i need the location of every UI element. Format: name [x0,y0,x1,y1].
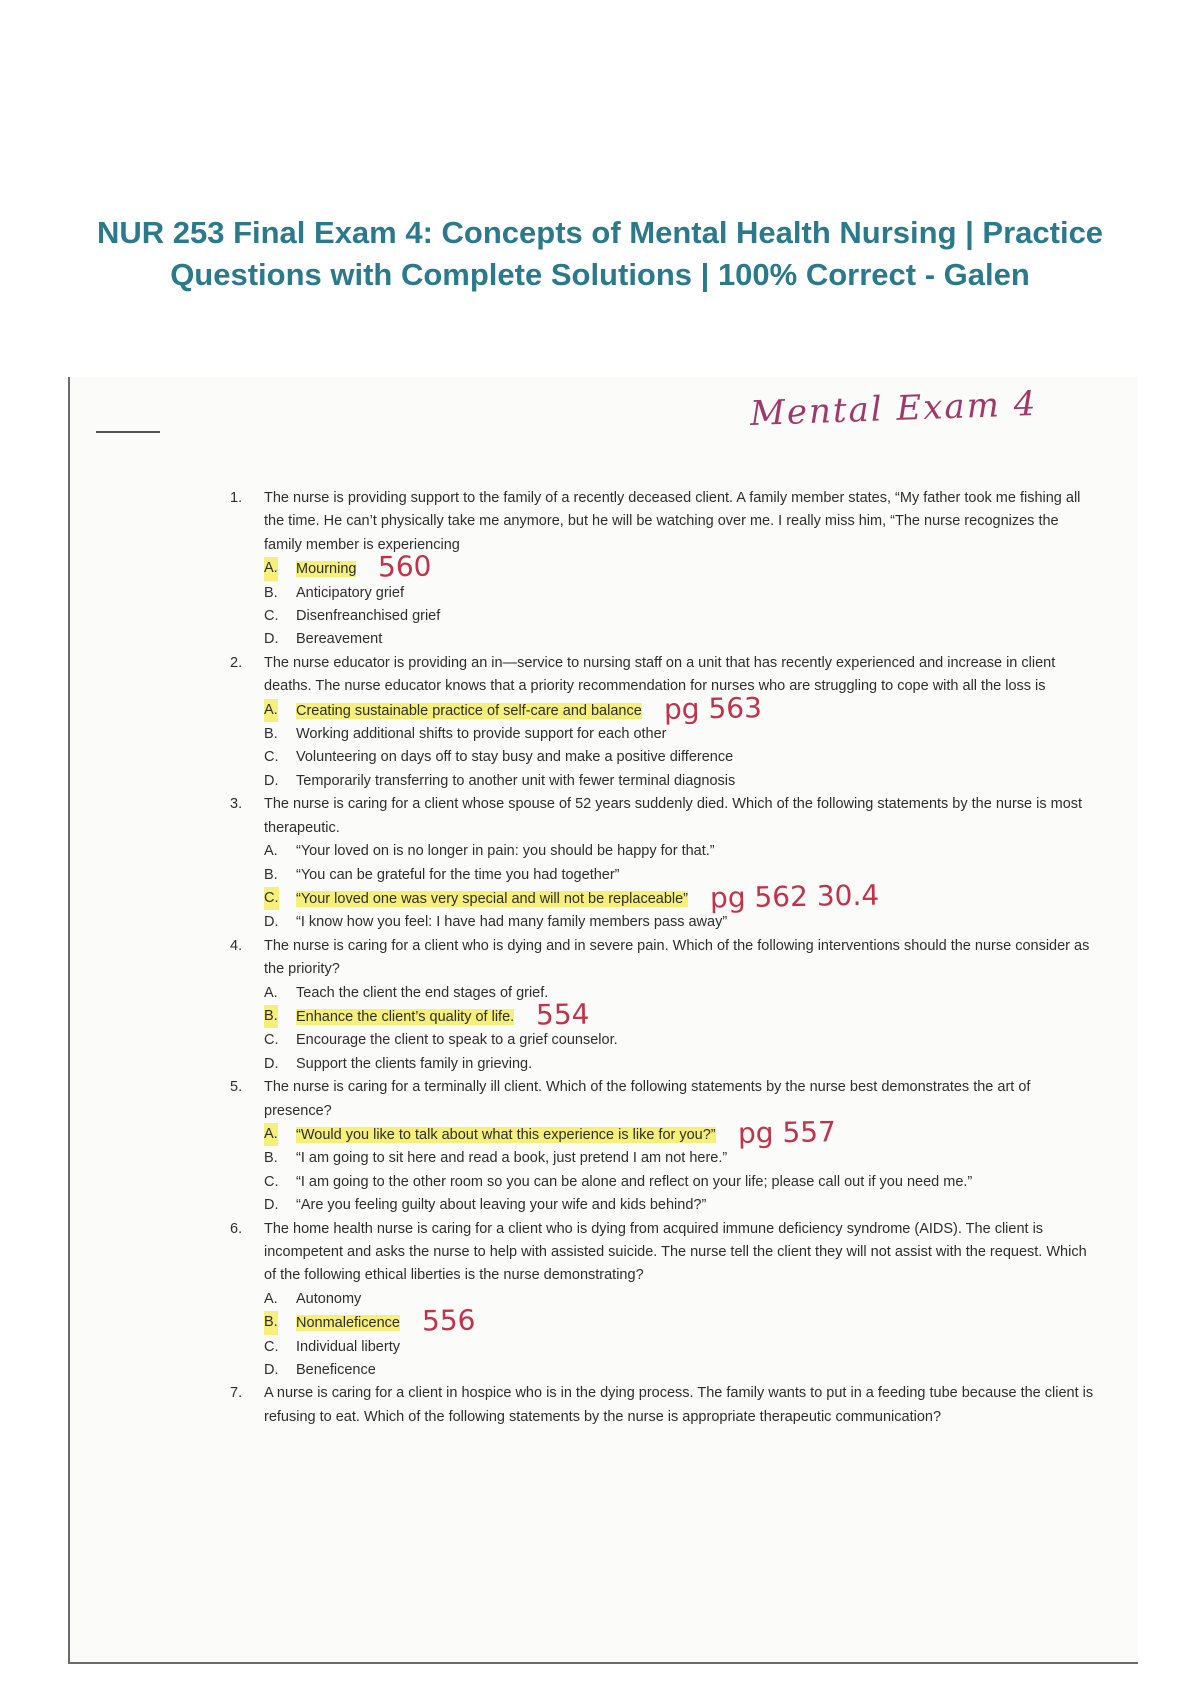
option-b [264,582,1100,605]
option-text: “Are you feeling guilty about leaving your wife and kids behind?” [296,1197,707,1214]
option-text: Volunteering on days off to stay busy and make a positive difference [296,749,734,766]
option-a [264,1288,1100,1311]
question-text: The nurse is providing support to the family of a recently deceased client. A family member states, “My father took me fishing all the time. He can’t physically take me anymore, but he will be watching over me. I really miss him, “The nurse recognizes the family member is experiencing [264,490,1081,553]
handwritten-page-note: 556 [421,1303,476,1338]
option-d [264,911,1100,934]
option-letter: D. [264,1362,279,1379]
handwritten-exam-title: Mental Exam 4 [749,383,1039,435]
option-letter: C. [264,1032,279,1049]
document-title-line-2: Questions with Complete Solutions | 100% Correct - Galen [170,257,1030,292]
option-list [264,549,1100,652]
question-text: The nurse is caring for a client whose spouse of 52 years suddenly died. Which of the following statements by the nurse is most therapeutic. [264,796,1083,836]
option-letter: A. [264,699,278,722]
highlighted-answer [264,889,688,907]
option-d [264,628,1100,651]
option-b [264,864,1100,887]
option-list [264,840,1100,935]
option-text: Encourage the client to speak to a grief counselor. [296,1032,618,1049]
question-6 [230,1218,1100,1383]
option-letter: A. [264,1290,278,1307]
question-1 [230,487,1100,652]
option-d [264,1053,1100,1076]
document-title [60,212,1140,296]
option-c [264,1336,1100,1359]
question-text: The home health nurse is caring for a client who is dying from acquired immune deficiency syndrome (AIDS). The client is incompetent and asks the nurse to help with assisted suicide. The nurse tell the client they will not assist with the request. Which of the following ethical liberties is the nurse demonstrating? [264,1220,1087,1284]
question-7 [230,1382,1100,1429]
option-list [264,1288,1100,1383]
option-text: Bereavement [296,631,383,648]
option-text: Disenfreanchised grief [296,608,441,625]
option-letter: C. [264,887,279,910]
option-text: Temporarily transferring to another unit with fewer terminal diagnosis [296,772,736,789]
option-text: “You can be grateful for the time you had together” [296,866,620,883]
option-letter: A. [264,1123,278,1146]
question-number: 1. [230,490,243,506]
handwritten-page-note: pg 557 [737,1115,836,1150]
option-letter: B. [264,866,278,883]
option-d [264,1194,1100,1217]
option-b [264,997,1100,1032]
question-text: A nurse is caring for a client in hospice who is in the dying process. The family wants to put in a feeding tube because the client is refusing to eat. Which of the following statements by the nurse is appropriate therapeutic communication? [264,1385,1094,1425]
scanned-exam-page [68,377,1138,1664]
question-3 [230,793,1100,934]
question-2 [230,652,1100,793]
option-text: Enhance the client’s quality of life. [296,1008,515,1025]
option-letter: D. [264,1197,279,1214]
handwritten-page-note: pg 563 [663,690,762,726]
question-number: 5. [230,1079,243,1096]
option-letter: D. [264,631,279,648]
question-number: 6. [230,1220,243,1237]
option-text: “I am going to the other room so you can be alone and reflect on your life; please call out if you need me.” [296,1173,973,1190]
option-letter: C. [264,1338,279,1355]
document-title-line-1: NUR 253 Final Exam 4: Concepts of Mental Health Nursing | Practice [96,215,1104,250]
option-letter: A. [264,843,278,860]
option-c [264,605,1100,628]
option-d [264,1359,1100,1382]
option-text: Beneficence [296,1362,376,1379]
option-b [264,723,1100,746]
option-letter: B. [264,1150,278,1167]
option-text: Nonmaleficence [296,1315,400,1332]
question-number: 2. [230,654,243,671]
option-text: Autonomy [296,1290,362,1307]
option-text: Teach the client the end stages of grief. [296,984,549,1001]
option-c [264,746,1100,769]
option-letter: D. [264,772,279,789]
option-c [264,1029,1100,1052]
option-c [264,878,1100,915]
option-text: Support the clients family in grieving. [296,1055,533,1072]
option-text: “I am going to sit here and read a book, just pretend I am not here.” [296,1150,728,1167]
option-text: “Would you like to talk about what this experience is like for you?” [296,1126,716,1143]
option-letter: C. [264,749,279,766]
option-text: “Your loved one was very special and will not be replaceable” [296,890,688,907]
highlighted-answer [264,1314,400,1332]
option-b [264,1303,1100,1338]
option-letter: D. [264,1055,279,1072]
option-letter: B. [264,1311,278,1334]
option-a [264,690,1100,726]
option-c [264,1171,1100,1194]
question-number: 7. [230,1385,243,1402]
option-a [264,1115,1100,1150]
option-text: “Your loved on is no longer in pain: you should be happy for that.” [296,843,715,860]
highlighted-answer [264,1125,716,1143]
option-letter: A. [264,984,278,1001]
handwritten-page-note: 560 [378,549,433,584]
option-a [264,549,1100,584]
handwritten-page-note: 554 [535,997,590,1032]
option-letter: A. [264,557,278,580]
option-text: Working additional shifts to provide support for each other [296,726,667,743]
option-text: Creating sustainable practice of self-care and balance [296,702,642,719]
option-letter: B. [264,726,278,743]
highlighted-answer [264,560,357,578]
option-letter: D. [264,914,279,931]
option-list [264,1115,1100,1218]
question-text: The nurse is caring for a terminally ill client. Which of the following statements by the nurse best demonstrates the art of presence? [264,1079,1031,1119]
option-list [264,982,1100,1077]
option-a [264,982,1100,1005]
option-b [264,1147,1100,1170]
pen-mark [96,431,160,433]
option-text: “I know how you feel: I have had many family members pass away” [296,914,728,931]
question-4 [230,935,1100,1076]
option-list [264,690,1100,794]
option-letter: C. [264,1173,279,1190]
highlighted-answer [264,1007,515,1025]
option-text: Anticipatory grief [296,584,404,601]
highlighted-answer [264,701,642,719]
option-a [264,840,1100,863]
question-number: 4. [230,937,243,954]
option-text: Mourning [296,561,357,578]
question-list [230,487,1100,1429]
option-letter: C. [264,608,279,625]
question-number: 3. [230,796,243,813]
question-5 [230,1076,1100,1217]
question-text: The nurse educator is providing an in—service to nursing staff on a unit that has recently experienced and increase in client deaths. The nurse educator knows that a priority recommendation for nurses who are struggling to cope with all the loss is [264,654,1056,695]
option-letter: B. [264,1005,278,1028]
option-d [264,770,1100,793]
question-text: The nurse is caring for a client who is dying and in severe pain. Which of the following interventions should the nurse consider as the priority? [264,937,1090,978]
handwritten-page-note: pg 562 30.4 [709,878,880,915]
option-text: Individual liberty [296,1338,400,1355]
option-letter: B. [264,584,278,601]
